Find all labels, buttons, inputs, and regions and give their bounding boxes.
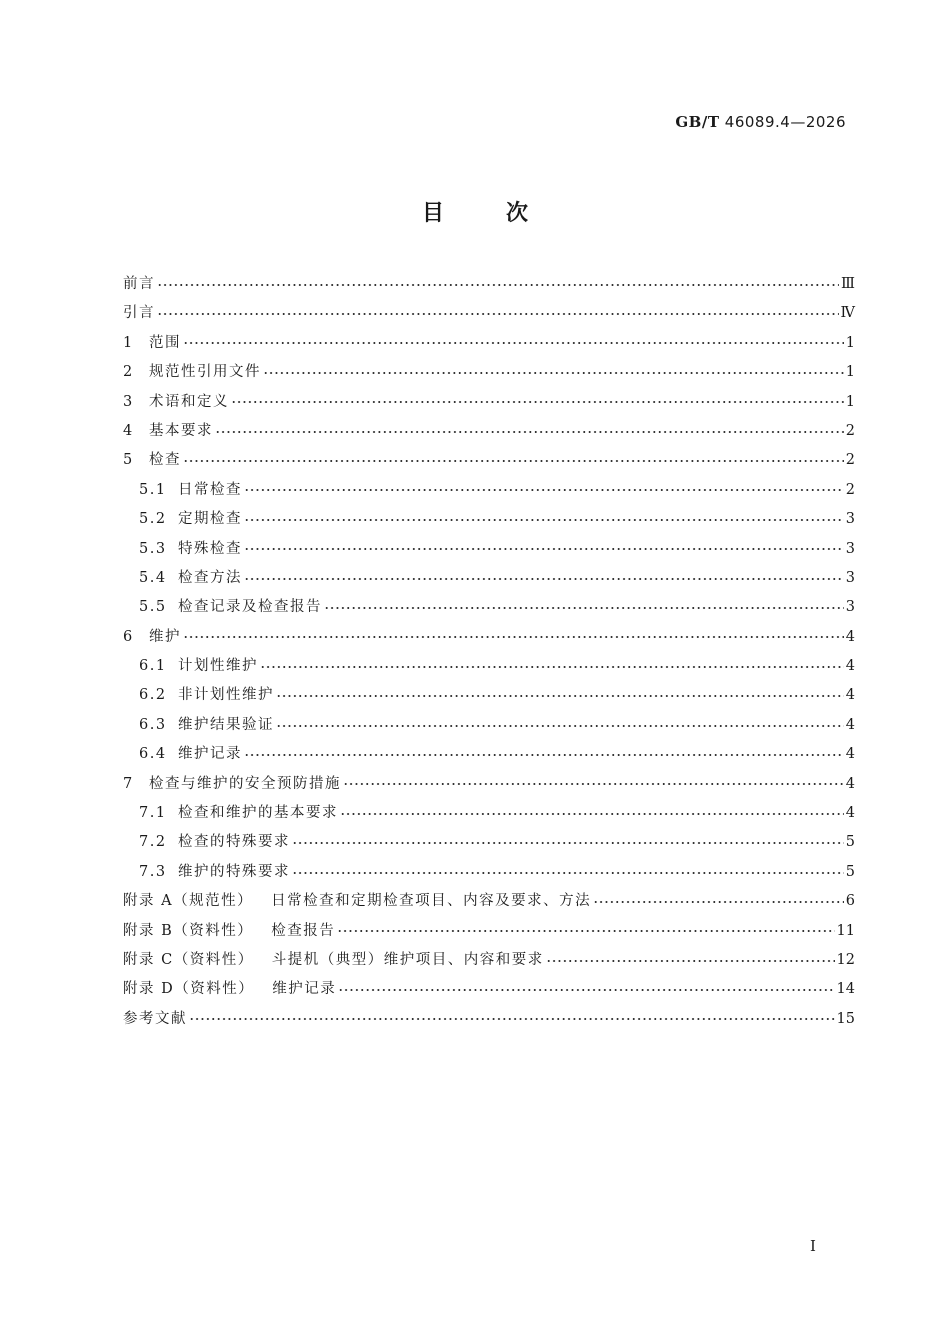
toc-entry-number: 7.2	[139, 834, 167, 851]
toc-entry[interactable]	[123, 858, 855, 887]
toc-entry-label: 维护记录	[178, 746, 242, 763]
toc-entry-number: 6	[123, 628, 134, 645]
dot-leader	[244, 574, 844, 584]
toc-entry-label: 日常检查	[178, 481, 242, 498]
dot-leader	[244, 750, 844, 760]
dot-leader	[231, 397, 844, 407]
toc-entry-number: 7.3	[139, 863, 167, 880]
toc-entry-label: 维护记录	[272, 981, 337, 998]
toc-entry-number: 5.3	[139, 540, 167, 557]
toc-entry-number: 6.3	[139, 716, 167, 733]
toc-entry-number: 5.4	[139, 569, 167, 586]
page-folio: Ⅰ	[810, 1237, 816, 1255]
toc-entry-label: 维护的特殊要求	[178, 863, 290, 880]
toc-entry-page: 1	[845, 334, 855, 351]
toc-entry-page: 4	[845, 805, 855, 822]
page-title: 目次	[421, 201, 590, 226]
toc-entry-number: 7	[123, 775, 134, 792]
toc-entry-number: 7.1	[139, 805, 167, 822]
dot-leader	[292, 838, 844, 848]
toc-entry-page: Ⅳ	[840, 305, 855, 322]
toc-entry-page: 5	[845, 863, 855, 880]
toc-entry[interactable]	[123, 299, 855, 328]
dot-leader	[189, 1014, 835, 1024]
dot-leader	[340, 809, 844, 819]
toc-entry-number: 附录 A（规范性）	[123, 893, 254, 910]
toc-entry-page: 4	[845, 716, 855, 733]
toc-entry[interactable]	[123, 535, 855, 564]
dot-leader	[183, 632, 844, 642]
toc-entry-page: 4	[845, 687, 855, 704]
toc-entry-page: 4	[845, 628, 855, 645]
toc-entry[interactable]	[123, 1005, 855, 1034]
toc-entry-page: 3	[845, 540, 855, 557]
toc-entry[interactable]	[123, 770, 855, 799]
toc-entry-page: 2	[845, 452, 855, 469]
toc-entry-number: 1	[123, 334, 134, 351]
toc-entry-number: 2	[123, 364, 134, 381]
dot-leader	[593, 897, 844, 907]
toc-entry-label: 检查与维护的安全预防措施	[149, 775, 341, 792]
table-of-contents	[123, 270, 855, 1034]
toc-entry[interactable]	[123, 564, 855, 593]
toc-entry-number: 附录 B（资料性）	[123, 922, 254, 939]
toc-entry-label: 计划性维护	[178, 658, 258, 675]
toc-entry[interactable]	[123, 652, 855, 681]
toc-entry-label: 术语和定义	[149, 393, 229, 410]
toc-entry[interactable]	[123, 681, 855, 710]
dot-leader	[276, 721, 844, 731]
toc-entry-page: 4	[845, 775, 855, 792]
standard-code	[675, 113, 846, 131]
toc-entry-page: 3	[845, 599, 855, 616]
toc-entry-number: 附录 D（资料性）	[123, 981, 255, 998]
toc-entry-page: 2	[845, 422, 855, 439]
toc-entry-label: 检查方法	[178, 569, 242, 586]
toc-entry-page: 1	[845, 364, 855, 381]
toc-entry-number: 5.5	[139, 599, 167, 616]
toc-entry-label: 定期检查	[178, 511, 242, 528]
toc-entry-number: 6.4	[139, 746, 167, 763]
toc-entry-page: 1	[845, 393, 855, 410]
toc-entry[interactable]	[123, 358, 855, 387]
dot-leader	[546, 956, 835, 966]
toc-entry-page: 6	[845, 893, 855, 910]
toc-entry[interactable]	[123, 270, 855, 299]
toc-entry[interactable]	[123, 887, 855, 916]
toc-entry[interactable]	[123, 388, 855, 417]
standard-number: 46089.4—2026	[724, 113, 846, 131]
toc-entry[interactable]	[123, 975, 855, 1004]
dot-leader	[244, 544, 844, 554]
toc-entry-number: 5.2	[139, 511, 167, 528]
toc-entry[interactable]	[123, 946, 855, 975]
dot-leader	[263, 368, 844, 378]
toc-entry-label: 特殊检查	[178, 540, 242, 557]
dot-leader	[324, 603, 844, 613]
toc-entry[interactable]	[123, 917, 855, 946]
toc-entry-page: 15	[836, 1010, 855, 1027]
dot-leader	[183, 338, 844, 348]
standard-prefix: GB/T	[675, 113, 720, 131]
dot-leader	[244, 515, 844, 525]
toc-entry-label: 范围	[149, 334, 181, 351]
toc-entry[interactable]	[123, 828, 855, 857]
toc-entry-number: 6.1	[139, 658, 167, 675]
dot-leader	[157, 280, 839, 290]
toc-entry-number: 6.2	[139, 687, 167, 704]
toc-entry-label: 基本要求	[149, 422, 213, 439]
toc-entry-page: 12	[836, 951, 855, 968]
toc-entry[interactable]	[123, 505, 855, 534]
toc-entry-label: 检查和维护的基本要求	[178, 805, 338, 822]
dot-leader	[292, 868, 844, 878]
toc-entry-label: 斗提机（典型）维护项目、内容和要求	[271, 951, 544, 968]
toc-entry-label: 检查报告	[271, 922, 336, 939]
toc-entry[interactable]	[123, 593, 855, 622]
toc-entry[interactable]	[123, 799, 855, 828]
dot-leader	[343, 779, 844, 789]
toc-entry[interactable]	[123, 476, 855, 505]
toc-entry-label: 引言	[123, 305, 155, 322]
toc-entry-page: 11	[836, 922, 855, 939]
toc-entry-page: 2	[845, 481, 855, 498]
toc-entry-page: 3	[845, 511, 855, 528]
toc-entry-number: 附录 C（资料性）	[123, 951, 254, 968]
toc-entry-label: 参考文献	[123, 1010, 187, 1027]
dot-leader	[260, 662, 844, 672]
toc-entry-label: 维护	[149, 628, 181, 645]
dot-leader	[183, 456, 844, 466]
toc-entry[interactable]	[123, 329, 855, 358]
toc-entry-label: 维护结果验证	[178, 716, 274, 733]
dot-leader	[244, 485, 844, 495]
dot-leader	[337, 926, 834, 936]
toc-entry-label: 检查记录及检查报告	[178, 599, 322, 616]
toc-entry-page: 5	[845, 834, 855, 851]
toc-entry-label: 检查	[149, 452, 181, 469]
toc-entry[interactable]	[123, 417, 855, 446]
dot-leader	[157, 309, 839, 319]
dot-leader	[276, 691, 844, 701]
toc-entry-page: 14	[836, 981, 855, 998]
toc-entry-page: 3	[845, 569, 855, 586]
toc-entry[interactable]	[123, 446, 855, 475]
toc-entry-label: 前言	[123, 276, 155, 292]
dot-leader	[215, 427, 844, 437]
toc-entry-label: 规范性引用文件	[149, 364, 261, 381]
toc-entry-label: 非计划性维护	[178, 687, 274, 704]
toc-entry-page: 4	[845, 658, 855, 675]
toc-entry[interactable]	[123, 623, 855, 652]
toc-entry-number: 3	[123, 393, 134, 410]
toc-entry-page: Ⅲ	[841, 276, 855, 292]
toc-entry-number: 5	[123, 452, 134, 469]
toc-entry[interactable]	[123, 740, 855, 769]
toc-entry-label: 检查的特殊要求	[178, 834, 290, 851]
toc-entry-number: 4	[123, 422, 134, 439]
toc-entry-number: 5.1	[139, 481, 167, 498]
toc-entry-label: 日常检查和定期检查项目、内容及要求、方法	[271, 893, 592, 910]
toc-entry[interactable]	[123, 711, 855, 740]
toc-entry-page: 4	[845, 746, 855, 763]
dot-leader	[338, 985, 834, 995]
